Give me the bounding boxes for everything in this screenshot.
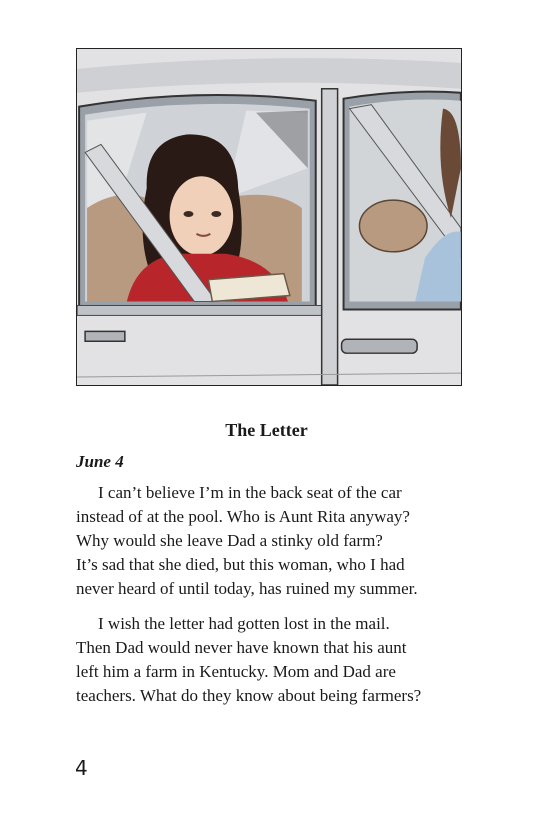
text-line: instead of at the pool. Who is Aunt Rita anyway? bbox=[76, 507, 410, 526]
chapter-title: The Letter bbox=[225, 420, 308, 440]
illustration bbox=[76, 48, 462, 386]
text-line: Then Dad would never have known that his aunt bbox=[76, 638, 407, 657]
text-line: It’s sad that she died, but this woman, who I had bbox=[76, 555, 405, 574]
text-line: I wish the letter had gotten lost in the mail. bbox=[98, 614, 390, 633]
text-line: teachers. What do they know about being farmers? bbox=[76, 686, 422, 705]
text-line: never heard of until today, has ruined my summer. bbox=[76, 579, 418, 598]
paragraph-2 bbox=[76, 612, 476, 708]
text-line: Why would she leave Dad a stinky old farm? bbox=[76, 531, 383, 550]
journal-date: June 4 bbox=[76, 452, 124, 471]
car-window-girl-illustration bbox=[77, 49, 461, 385]
page-number: 4 bbox=[75, 756, 88, 780]
paragraph-1 bbox=[76, 481, 476, 601]
text-line: I can’t believe I’m in the back seat of the car bbox=[98, 483, 402, 502]
text-line: left him a farm in Kentucky. Mom and Dad are bbox=[76, 662, 396, 681]
